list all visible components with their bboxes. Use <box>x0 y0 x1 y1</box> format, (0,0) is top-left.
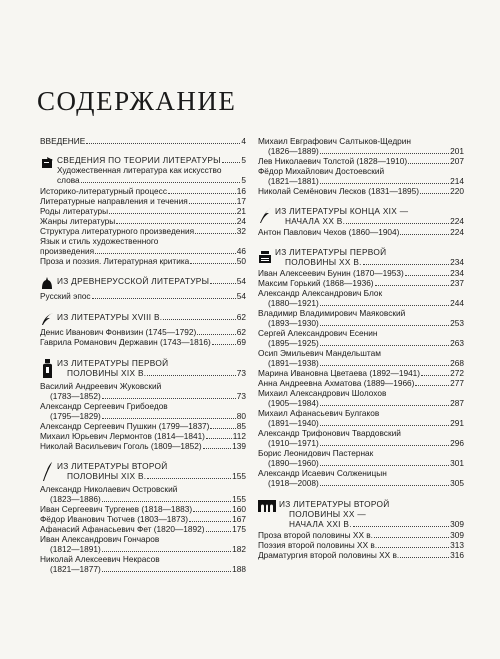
toc-entry[interactable]: Лев Николаевич Толстой (1828—1910) 207 <box>258 156 464 166</box>
toc-section-20th-first-half[interactable]: ИЗ ЛИТЕРАТУРЫ ПЕРВОЙ ПОЛОВИНЫ XX В. 234 <box>258 247 464 267</box>
toc-entry[interactable]: Поэзия второй половины XX в. 313 <box>258 540 464 550</box>
toc-entry[interactable]: Николай Алексеевич Некрасов (1821—1877) 188 <box>40 554 246 574</box>
toc-entry[interactable]: Проза второй половины XX в. 309 <box>258 530 464 540</box>
feather-pen-icon <box>40 461 54 483</box>
scroll-book-icon <box>40 155 54 169</box>
toc-entry[interactable]: Фёдор Михайлович Достоевский (1821—1881) 214 <box>258 166 464 186</box>
toc-entry[interactable]: Фёдор Иванович Тютчев (1803—1873) 167 <box>40 514 246 524</box>
toc-entry[interactable]: Александр Исаевич Солженицын (1918—2008) 305 <box>258 468 464 488</box>
toc-entry[interactable]: Афанасий Афанасьевич Фет (1820—1892) 175 <box>40 524 246 534</box>
toc-entry[interactable]: Литературные направления и течения 17 <box>40 196 246 206</box>
quill-pen-icon <box>258 206 272 226</box>
toc-entry[interactable]: Осип Эмильевич Мандельштам (1891—1938) 268 <box>258 348 464 368</box>
toc-entry[interactable]: Михаил Афанасьевич Булгаков (1891—1940) 291 <box>258 408 464 428</box>
toc-entry[interactable]: Михаил Александрович Шолохов (1905—1984) 287 <box>258 388 464 408</box>
toc-entry[interactable]: Максим Горький (1868—1936) 237 <box>258 278 464 288</box>
toc-section-old-russian[interactable]: ИЗ ДРЕВНЕРУССКОЙ ЛИТЕРАТУРЫ 54 <box>40 276 246 290</box>
toc-entry[interactable]: Драматургия второй половины XX в. 316 <box>258 550 464 560</box>
toc-entry[interactable]: Денис Иванович Фонвизин (1745—1792) 62 <box>40 327 246 337</box>
page-title: СОДЕРЖАНИЕ <box>37 86 237 116</box>
toc-entry[interactable]: Александр Александрович Блок (1880—1921) 244 <box>258 288 464 308</box>
toc-entry[interactable]: Роды литературы 21 <box>40 206 246 216</box>
toc-section-19th-second-half[interactable]: ИЗ ЛИТЕРАТУРЫ ВТОРОЙ ПОЛОВИНЫ XIX В. 155 <box>40 461 246 483</box>
toc-entry[interactable]: Александр Сергеевич Пушкин (1799—1837) 85 <box>40 421 246 431</box>
toc-entry[interactable]: Художественная литература как искусство слова 5 <box>57 165 246 185</box>
typewriter-icon <box>258 247 272 267</box>
toc-entry[interactable]: Язык и стиль художественного произведения 46 <box>40 236 246 256</box>
toc-entry[interactable]: Александр Николаевич Островский (1823—1886) 155 <box>40 484 246 504</box>
toc-entry[interactable]: Русский эпос 54 <box>40 291 246 301</box>
toc-entry[interactable]: Владимир Владимирович Маяковский (1893—1930) 253 <box>258 308 464 328</box>
toc-entry[interactable]: Иван Александрович Гончаров (1812—1891) 182 <box>40 534 246 554</box>
toc-left-column <box>40 136 246 574</box>
toc-section-18th-century[interactable]: ИЗ ЛИТЕРАТУРЫ XVIII В. 62 <box>40 312 246 326</box>
toc-section-19th-first-half[interactable]: ИЗ ЛИТЕРАТУРЫ ПЕРВОЙ ПОЛОВИНЫ XIX В. 73 <box>40 358 246 380</box>
toc-entry[interactable]: Борис Леонидович Пастернак (1890—1960) 301 <box>258 448 464 468</box>
toc-entry[interactable]: Марина Ивановна Цветаева (1892—1941) 272 <box>258 368 464 378</box>
toc-entry[interactable]: Историко-литературный процесс 16 <box>40 186 246 196</box>
toc-section-turn-of-century[interactable]: ИЗ ЛИТЕРАТУРЫ КОНЦА XIX — НАЧАЛА XX В. 224 <box>258 206 464 226</box>
toc-entry-intro[interactable]: ВВЕДЕНИЕ 4 <box>40 136 246 146</box>
toc-entry[interactable]: Михаил Евграфович Салтыков-Щедрин (1826—1889) 201 <box>258 136 464 156</box>
helmet-icon <box>40 276 54 290</box>
toc-section-20th-second-half[interactable]: ИЗ ЛИТЕРАТУРЫ ВТОРОЙ ПОЛОВИНЫ XX — НАЧАЛА XXI В. 309 <box>258 499 464 529</box>
toc-entry[interactable]: Антон Павлович Чехов (1860—1904) 224 <box>258 227 464 237</box>
toc-entry[interactable]: Александр Сергеевич Грибоедов (1795—1829) 80 <box>40 401 246 421</box>
inkwell-icon <box>40 358 54 380</box>
toc-entry[interactable]: Александр Трифонович Твардовский (1910—1971) 296 <box>258 428 464 448</box>
toc-entry[interactable]: Жанры литературы 24 <box>40 216 246 226</box>
quill-pen-icon <box>40 312 54 326</box>
toc-entry[interactable]: Михаил Юрьевич Лермонтов (1814—1841) 112 <box>40 431 246 441</box>
building-arches-icon <box>258 499 276 513</box>
toc-section-theory[interactable]: СВЕДЕНИЯ ПО ТЕОРИИ ЛИТЕРАТУРЫ 5 Художественная литература как искусство слова 5 <box>40 155 246 185</box>
toc-entry[interactable]: Иван Сергеевич Тургенев (1818—1883) 160 <box>40 504 246 514</box>
toc-right-column <box>258 136 464 560</box>
toc-entry[interactable]: Василий Андреевич Жуковский (1783—1852) 73 <box>40 381 246 401</box>
toc-entry[interactable]: Проза и поэзия. Литературная критика 50 <box>40 256 246 266</box>
toc-entry[interactable]: Сергей Александрович Есенин (1895—1925) 263 <box>258 328 464 348</box>
toc-entry[interactable]: Анна Андреевна Ахматова (1889—1966) 277 <box>258 378 464 388</box>
toc-entry[interactable]: Николай Семёнович Лесков (1831—1895) 220 <box>258 186 464 196</box>
toc-entry[interactable]: Иван Алексеевич Бунин (1870—1953) 234 <box>258 268 464 278</box>
toc-entry[interactable]: Николай Васильевич Гоголь (1809—1852) 139 <box>40 441 246 451</box>
toc-entry[interactable]: Гаврила Романович Державин (1743—1816) 69 <box>40 337 246 347</box>
toc-entry[interactable]: Структура литературного произведения 32 <box>40 226 246 236</box>
